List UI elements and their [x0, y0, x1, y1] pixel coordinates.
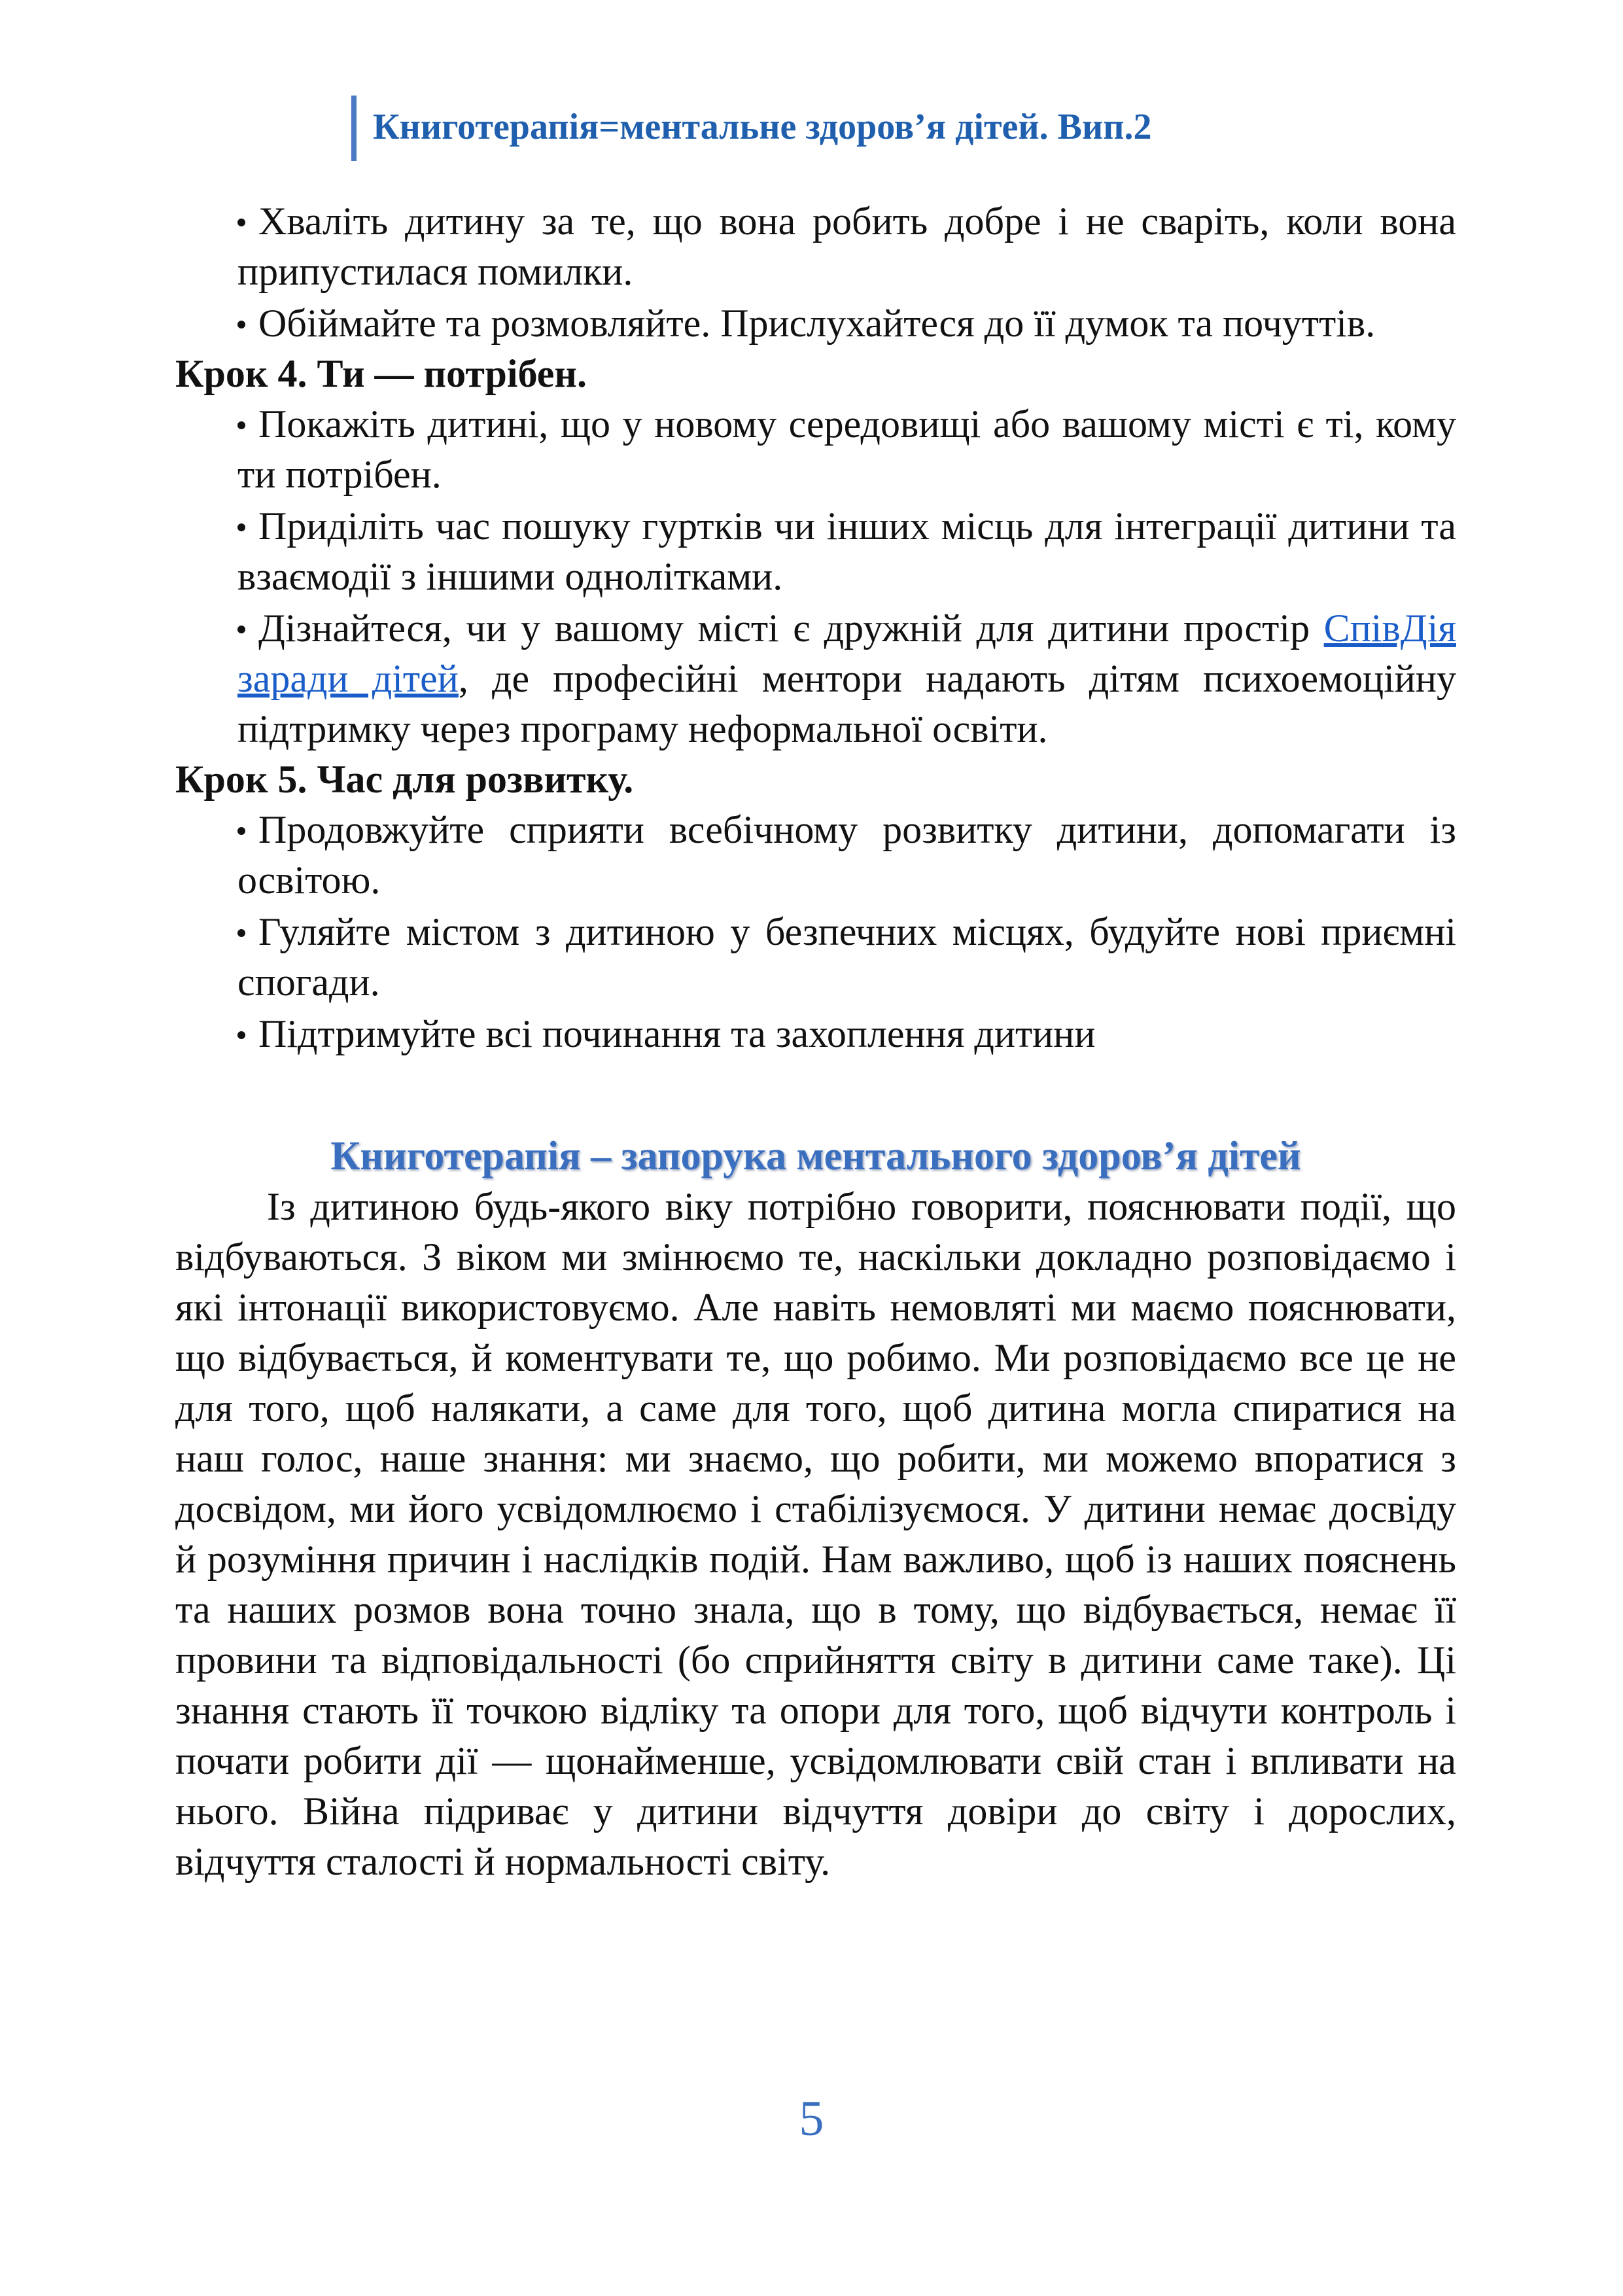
page-number: 5	[799, 2091, 824, 2146]
step-heading: Крок 4. Ти — потрібен.	[175, 352, 587, 395]
page-content	[175, 196, 1456, 1887]
list-item-text: Обіймайте та розмовляйте. Прислухайтеся до її думок та почуттів.	[258, 302, 1376, 345]
bullet-icon	[237, 219, 245, 226]
bullet-icon	[237, 321, 245, 328]
list-item-text: Покажіть дитині, що у новому середовищі або вашому місті є ті, кому ти потрібен.	[237, 402, 1456, 496]
list-item-text: Гуляйте містом з дитиною у безпечних місцях, будуйте нові приємні спогади.	[237, 910, 1456, 1004]
list-item-text: Хваліть дитину за те, що вона робить добре і не сваріть, коли вона припустилася помилки.	[237, 200, 1456, 293]
list-item-text: Продовжуйте сприяти всебічному розвитку дитини, допомагати із освітою.	[237, 808, 1456, 902]
list-item-text: Дізнайтеся, чи у вашому місті є дружній для дитини простір	[258, 607, 1324, 650]
bullet-icon	[237, 1031, 245, 1039]
list-item	[237, 298, 1456, 349]
list-item-text: Приділіть час пошуку гуртків чи інших місць для інтеграції дитини та взаємодії з іншими однолітками.	[237, 504, 1456, 598]
step-heading: Крок 5. Час для розвитку.	[175, 758, 634, 801]
list-item	[237, 907, 1456, 1008]
bullet-icon	[237, 626, 245, 633]
bullet-icon	[237, 523, 245, 531]
header-accent-bar	[351, 96, 357, 161]
section-title: Книготерапія – запорука ментального здоров’я дітей	[330, 1134, 1301, 1178]
bullet-icon	[237, 421, 245, 429]
bullet-icon	[237, 827, 245, 835]
list-item	[237, 805, 1456, 906]
list-item	[237, 603, 1456, 754]
spivdiya-link[interactable]: СпівДія заради дітей	[237, 607, 1456, 700]
list-item	[237, 399, 1456, 500]
list-item-text: Підтримуйте всі починання та захоплення дитини	[258, 1012, 1096, 1055]
running-header: Книготерапія=ментальне здоров’я дітей. Вип.2	[373, 107, 1152, 147]
list-item	[237, 1009, 1456, 1059]
body-paragraph: Із дитиною будь-якого віку потрібно говорити, пояснювати події, що відбуваються. З віком ми змінюємо те, наскільки докладно розповідаємо і які інтонації використовуємо. Але навіть немовляті ми маємо пояснювати, що відбувається, й коментувати те, що робимо. Ми розповідаємо все це не для того, щоб налякати, а саме для того, щоб дитина могла спиратися на наш голос, наше знання: ми знаємо, що робити, ми можемо впоратися з досвідом, ми його усвідомлюємо і стабілізуємося. У дитини немає досвіду й розуміння причин і наслідків подій. Нам важливо, щоб із наших пояснень та наших розмов вона точно знала, що в тому, що відбувається, немає її провини та відповідальності (бо сприйняття світу в дитини саме таке). Ці знання стають її точкою відліку та опори для того, щоб відчути контроль і почати робити дії — щонайменше, усвідомлювати свій стан і впливати на нього. Війна підриває у дитини відчуття довіри до світу і дорослих, відчуття сталості й нормальності світу.	[175, 1185, 1456, 1883]
list-item	[237, 501, 1456, 602]
list-item-text: , де професійні ментори надають дітям психоемоційну підтримку через програму неформальної освіти.	[237, 657, 1456, 751]
bullet-icon	[237, 929, 245, 937]
list-item	[237, 196, 1456, 297]
